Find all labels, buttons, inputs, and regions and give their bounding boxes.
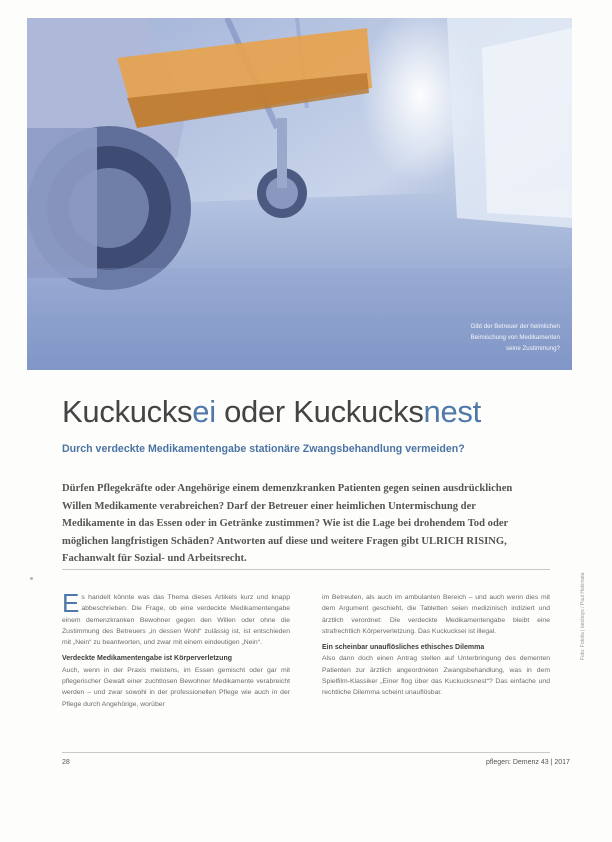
title-part-1: Kuckucks	[62, 394, 193, 429]
footer-rule	[62, 752, 550, 753]
column-paragraph: im Betreuten, als auch im ambulanten Bereich – und auch wenn dies mit dem Argument geschieht, die Tabletten seien medizinisch indiziert und ärztlich verordnet: Die verdeckte Medikamentengabe bleibt eine strafrechtlich Körperverletzung. Das Kuckucksei ist illegal.	[322, 594, 550, 635]
article-column-left	[62, 588, 290, 710]
hospital-corridor-image	[27, 18, 572, 370]
article-subtitle: Durch verdeckte Medikamentengabe stationäre Zwangsbehandlung vermeiden?	[62, 443, 465, 455]
divider-rule	[62, 569, 550, 570]
hero-photo-hospital-corridor	[27, 18, 572, 370]
photo-credit: Foto: Fotolia | beeboys / Paul Hakimata	[580, 572, 586, 660]
article-column-right	[322, 592, 550, 699]
dropcap: E	[62, 588, 80, 618]
column-paragraph	[62, 588, 290, 648]
photo-caption: Gibt der Betreuer der heimlichen Beimischung von Medikamenten seine Zustimmung?	[470, 323, 560, 352]
title-accent-2: nest	[423, 394, 481, 429]
article-lead: Dürfen Pflegekräfte oder Angehörige einem demenzkranken Patienten gegen seinen ausdrücklichen Willen Medikamente verabreichen? Darf der Betreuer einer heimlichen Untermischung der Medikamente in das Essen oder in Getränke zustimmen? Wie ist die Lage bei drohendem Tod oder möglichen langfristigen Schäden? Antworten auf diese und weitere Fragen gibt ULRICH RISING, Fachanwalt für Sozial- und Arbeitsrecht.	[62, 483, 513, 565]
paragraph-text: s handelt könnte was das Thema dieses Artikels kurz und knapp abbeschrieben. Die Frage, ob eine verdeckte Medikamentengabe einem demenzkranken Bewohner gegen den Willen oder ohne die Zustimmung des Betreuers „in dessen Wohl“ zulässig ist, ist entschieden mit „Nein“ zu beantworten, und zwar mit einem eindeutigen „Nein“.	[62, 594, 290, 647]
column-paragraph: Auch, wenn in der Praxis meistens, im Essen gemischt oder gar mit pflegerischer Gewalt einer zuchtlosen Bewohner Medikamente verabreicht werden – und zwar sowohl in der professionellen Pflege wie auch in der Pflege durch Angehörige, worüber	[62, 666, 290, 708]
column-paragraph: Also dann doch einen Antrag stellen auf Unterbringung des dementen Patienten zur ärztlich angeordneten Zwangsbehandlung, was in dem Spielfilm-Klassiker „Einer flog über das Kuckucksnest“? Das einfache und rechtliche Dilemma scheint unauflösbar.	[322, 655, 550, 697]
section-heading: Verdeckte Medikamentengabe ist Körperverletzung	[62, 655, 232, 663]
title-mid: oder Kuckucks	[215, 394, 424, 429]
title-accent-1: ei	[192, 394, 216, 429]
article-title	[62, 394, 481, 430]
scan-speck	[30, 577, 33, 580]
magazine-footer-brand: pflegen: Demenz 43 | 2017	[486, 759, 570, 766]
section-heading: Ein scheinbar unauflösliches ethisches Dilemma	[322, 644, 485, 652]
page-number: 28	[62, 759, 70, 766]
